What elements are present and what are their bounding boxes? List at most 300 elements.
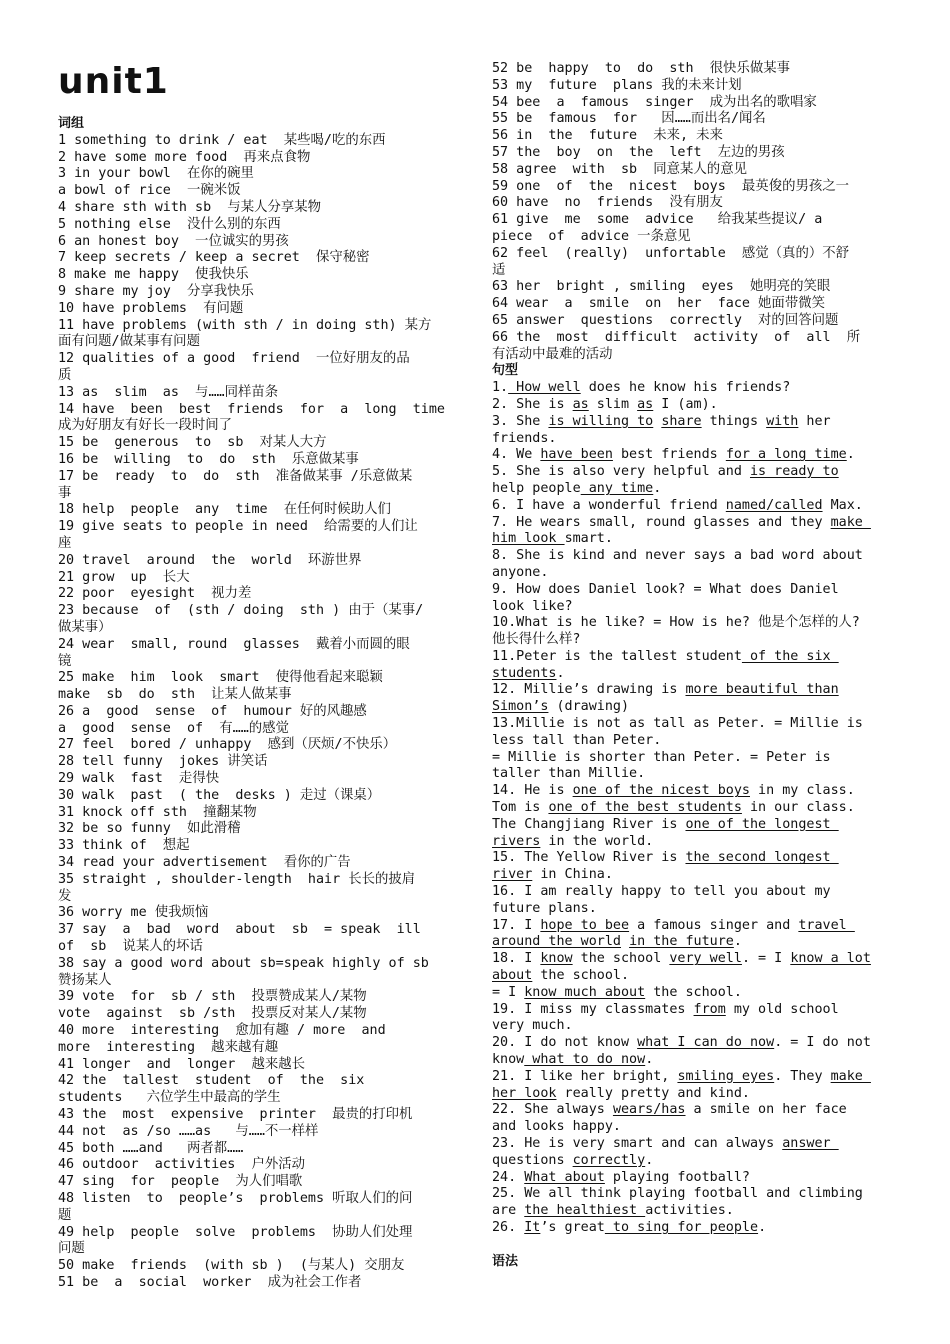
text-segment: in China. bbox=[532, 867, 613, 883]
text-segment: 发 bbox=[58, 888, 72, 904]
text-segment: 18 help people any time 在任何时候助人们 bbox=[58, 502, 391, 518]
text-line bbox=[492, 548, 902, 565]
text-line bbox=[58, 805, 458, 822]
text-segment: 17 be ready to do sth 准备做某事 /乐意做某 bbox=[58, 468, 413, 484]
text-segment: 49 help people solve problems 协助人们处理 bbox=[58, 1224, 413, 1240]
text-segment: 5. She is also very helpful and bbox=[492, 464, 750, 480]
text-line bbox=[492, 212, 902, 229]
text-segment: = I bbox=[492, 984, 525, 1000]
text-line bbox=[58, 989, 458, 1006]
text-segment: 59 one of the nicest boys 最英俊的男孩之一 bbox=[492, 178, 850, 194]
text-line bbox=[492, 313, 902, 330]
text-segment: make sb do sth 让某人做某事 bbox=[58, 687, 292, 703]
text-segment: . bbox=[733, 934, 742, 950]
text-line bbox=[58, 1040, 458, 1057]
text-segment: 10 have problems 有问题 bbox=[58, 300, 244, 316]
text-segment: 2 have some more food 再来点食物 bbox=[58, 149, 311, 165]
text-segment: 有活动中最难的活动 bbox=[492, 346, 613, 362]
text-segment: 3. She bbox=[492, 413, 549, 429]
text-segment: 问题 bbox=[58, 1241, 85, 1257]
text-segment: my old school bbox=[725, 1001, 839, 1017]
text-segment: 19 give seats to people in need 给需要的人们让 bbox=[58, 519, 418, 535]
text-line bbox=[492, 464, 902, 481]
text-line bbox=[492, 682, 902, 699]
text-segment: things bbox=[701, 413, 767, 429]
text-segment: The Changjiang River is bbox=[492, 816, 686, 832]
underlined-text: make bbox=[830, 514, 871, 530]
text-segment: a famous singer and bbox=[629, 917, 799, 933]
text-line bbox=[492, 599, 902, 616]
underlined-text: from bbox=[693, 1001, 726, 1017]
text-line bbox=[492, 78, 902, 95]
text-line bbox=[58, 502, 458, 519]
underlined-text: one of the longest bbox=[685, 816, 839, 832]
text-segment: Tom is bbox=[492, 800, 549, 816]
underlined-text: more beautiful than bbox=[685, 682, 839, 698]
text-segment: 55 be famous for 因……而出名/闻名 bbox=[492, 111, 766, 127]
text-line bbox=[58, 586, 458, 603]
text-line bbox=[492, 229, 902, 246]
text-segment: 4. We bbox=[492, 447, 541, 463]
text-segment: 15. The Yellow River is bbox=[492, 850, 686, 866]
text-segment: 12 qualities of a good friend 一位好朋友的品 bbox=[58, 351, 410, 367]
text-segment: 39 vote for sb / sth 投票赞成某人/某物 bbox=[58, 989, 367, 1005]
text-line bbox=[58, 1174, 458, 1191]
text-line bbox=[492, 716, 902, 733]
text-line bbox=[58, 234, 458, 251]
text-segment: know bbox=[492, 1052, 525, 1068]
underlined-text: of the six bbox=[741, 648, 839, 664]
text-segment: 53 my future plans 我的未来计划 bbox=[492, 77, 742, 93]
text-segment: . bbox=[653, 480, 662, 496]
text-segment: slim bbox=[588, 396, 638, 412]
text-segment: of sb 说某人的坏话 bbox=[58, 939, 203, 955]
text-line bbox=[58, 150, 458, 167]
text-segment: 65 answer questions correctly 对的回答问题 bbox=[492, 312, 839, 328]
text-segment: 34 read your advertisement 看你的广告 bbox=[58, 855, 351, 871]
underlined-text: is willing to bbox=[548, 413, 654, 429]
text-segment: 52 be happy to do sth 很快乐做某事 bbox=[492, 61, 791, 76]
text-line bbox=[58, 402, 458, 419]
text-segment: 做某事） bbox=[58, 619, 112, 635]
text-segment: 10.What is he like? = How is he? 他是个怎样的人? bbox=[492, 615, 860, 631]
text-line bbox=[58, 737, 458, 754]
text-segment: smart. bbox=[564, 531, 613, 547]
text-segment: 30 walk past ( the desks ) 走过（课桌） bbox=[58, 787, 381, 803]
text-segment: . bbox=[758, 1219, 767, 1235]
text-line bbox=[492, 666, 902, 683]
underlined-text: as bbox=[572, 396, 589, 412]
text-segment: help people bbox=[492, 480, 581, 496]
text-segment: really pretty and kind. bbox=[556, 1085, 750, 1101]
text-line bbox=[492, 817, 902, 834]
text-line bbox=[492, 263, 902, 280]
underlined-text: share bbox=[661, 413, 702, 429]
text-line bbox=[58, 452, 458, 469]
text-line bbox=[492, 1102, 902, 1119]
text-segment: 23 because of (sth / doing sth ) 由于（某事/ bbox=[58, 603, 424, 619]
underlined-text: hope to bee bbox=[540, 917, 630, 933]
text-line bbox=[492, 699, 902, 716]
text-segment: 质 bbox=[58, 367, 72, 383]
section-heading bbox=[58, 116, 458, 133]
text-segment: a smile on her face bbox=[685, 1102, 847, 1118]
text-line bbox=[58, 1107, 458, 1124]
text-segment: 18. I bbox=[492, 951, 541, 967]
text-segment: 面有问题/做某事有问题 bbox=[58, 334, 200, 350]
underlined-text: one of the nicest boys bbox=[572, 783, 750, 799]
text-line bbox=[58, 1057, 458, 1074]
text-line bbox=[492, 246, 902, 263]
text-segment: 3 in your bowl 在你的碗里 bbox=[58, 166, 254, 182]
text-line bbox=[58, 284, 458, 301]
text-segment: the school bbox=[572, 951, 670, 967]
text-segment: in our class. bbox=[741, 800, 855, 816]
text-line bbox=[492, 1052, 902, 1069]
text-segment: 7. He wears small, round glasses and they bbox=[492, 514, 831, 530]
text-segment: = Millie is shorter than Peter. = Peter is bbox=[492, 749, 831, 765]
text-segment: 14 have been best friends for a long time bbox=[58, 401, 445, 417]
text-line bbox=[492, 1153, 902, 1170]
text-line bbox=[492, 615, 902, 632]
text-line bbox=[58, 1225, 458, 1242]
text-segment: 座 bbox=[58, 535, 72, 551]
underlined-text: travel bbox=[798, 917, 855, 933]
underlined-text: the second longest bbox=[685, 850, 839, 866]
text-line bbox=[58, 318, 458, 335]
text-line bbox=[58, 1023, 458, 1040]
text-line bbox=[492, 61, 902, 78]
underlined-text: one of the best students bbox=[548, 800, 742, 816]
underlined-text: river bbox=[492, 867, 533, 883]
text-line bbox=[58, 418, 458, 435]
text-line bbox=[492, 195, 902, 212]
text-segment: less tall than Peter. bbox=[492, 732, 662, 748]
text-segment: 11 have problems (with sth / in doing sth) 某方 bbox=[58, 317, 432, 333]
text-line bbox=[58, 267, 458, 284]
text-line bbox=[492, 850, 902, 867]
section-heading bbox=[492, 363, 902, 380]
text-line bbox=[58, 1141, 458, 1158]
text-segment: 11.Peter is the tallest student bbox=[492, 648, 742, 664]
text-segment: piece of advice 一条意见 bbox=[492, 228, 691, 244]
text-segment: 42 the tallest student of the six bbox=[58, 1073, 365, 1089]
text-segment: 27 feel bored / unhappy 感到（厌烦/不快乐） bbox=[58, 737, 397, 753]
text-segment: 赞扬某人 bbox=[58, 972, 112, 988]
underlined-text: him look bbox=[492, 531, 565, 547]
text-segment: 4 share sth with sb 与某人分享某物 bbox=[58, 199, 322, 215]
text-line bbox=[492, 733, 902, 750]
underlined-text: named/called bbox=[725, 497, 823, 513]
text-line bbox=[58, 200, 458, 217]
text-segment: 语法 bbox=[492, 1253, 519, 1269]
text-line bbox=[492, 985, 902, 1002]
text-segment: in my class. bbox=[750, 783, 855, 799]
text-segment: 句型 bbox=[492, 363, 519, 379]
text-line bbox=[492, 1086, 902, 1103]
text-segment: 成为好朋友有好长一段时间了 bbox=[58, 418, 233, 434]
text-segment: look like? bbox=[492, 598, 573, 614]
text-line bbox=[58, 250, 458, 267]
text-segment: 60 have no friends 没有朋友 bbox=[492, 195, 723, 211]
text-line bbox=[58, 385, 458, 402]
text-segment: 5 nothing else 没什么别的东西 bbox=[58, 216, 281, 232]
text-segment: 46 outdoor activities 户外活动 bbox=[58, 1157, 306, 1173]
text-segment: activities. bbox=[645, 1203, 734, 1219]
text-segment: . They bbox=[774, 1068, 831, 1084]
underlined-text: correctly bbox=[572, 1152, 646, 1168]
text-line bbox=[58, 603, 458, 620]
text-segment: 事 bbox=[58, 485, 72, 501]
text-line bbox=[58, 754, 458, 771]
text-line bbox=[492, 951, 902, 968]
text-line bbox=[58, 351, 458, 368]
underlined-text: to sing for people bbox=[604, 1219, 759, 1235]
text-segment: 14. He is bbox=[492, 783, 573, 799]
section-heading bbox=[492, 1254, 902, 1271]
text-segment: 64 wear a smile on her face 她面带微笑 bbox=[492, 296, 825, 312]
text-line bbox=[58, 637, 458, 654]
text-line bbox=[58, 1124, 458, 1141]
text-line bbox=[492, 1069, 902, 1086]
text-segment: 48 listen to people’s problems 听取人们的问 bbox=[58, 1191, 413, 1206]
text-line bbox=[58, 771, 458, 788]
text-segment: 24. bbox=[492, 1169, 525, 1185]
text-line bbox=[492, 447, 902, 464]
text-segment: 21 grow up 长大 bbox=[58, 569, 190, 585]
text-line bbox=[492, 145, 902, 162]
underlined-text: know a lot bbox=[790, 951, 871, 967]
text-line bbox=[492, 1002, 902, 1019]
text-segment: 37 say a bad word about sb = speak ill bbox=[58, 922, 421, 938]
text-segment: 9. How does Daniel look? = What does Daniel bbox=[492, 581, 839, 597]
text-line bbox=[58, 788, 458, 805]
text-segment: best friends bbox=[612, 447, 726, 463]
text-line bbox=[492, 296, 902, 313]
text-line bbox=[492, 934, 902, 951]
underlined-text: in the future bbox=[629, 934, 734, 950]
text-line bbox=[492, 414, 902, 431]
text-line bbox=[492, 380, 902, 397]
text-line bbox=[58, 334, 458, 351]
text-segment: her bbox=[798, 413, 831, 429]
text-segment: 他长得什么样? bbox=[492, 632, 581, 648]
text-line bbox=[492, 1119, 902, 1136]
text-line bbox=[58, 217, 458, 234]
text-segment: 20. I do not know bbox=[492, 1035, 638, 1051]
text-line bbox=[492, 901, 902, 918]
text-segment: a bowl of rice 一碗米饭 bbox=[58, 183, 241, 199]
text-segment: a good sense of 有……的感觉 bbox=[58, 720, 289, 736]
text-segment: 57 the boy on the left 左边的男孩 bbox=[492, 144, 785, 160]
text-segment: 43 the most expensive printer 最贵的打印机 bbox=[58, 1107, 413, 1123]
underlined-text: smiling eyes bbox=[677, 1068, 775, 1084]
text-line bbox=[58, 519, 458, 536]
text-line bbox=[58, 855, 458, 872]
text-line bbox=[492, 766, 902, 783]
text-line bbox=[58, 183, 458, 200]
text-line bbox=[58, 654, 458, 671]
text-line bbox=[58, 486, 458, 503]
text-line bbox=[58, 166, 458, 183]
underlined-text: How well bbox=[508, 380, 581, 396]
text-segment: 47 sing for people 为人们唱歌 bbox=[58, 1174, 303, 1190]
text-segment: 题 bbox=[58, 1207, 72, 1223]
text-segment: 29 walk fast 走得快 bbox=[58, 771, 220, 787]
text-line bbox=[58, 469, 458, 486]
text-line bbox=[492, 1220, 902, 1237]
text-segment: 13 as slim as 与……同样苗条 bbox=[58, 384, 279, 400]
text-line bbox=[492, 1035, 902, 1052]
underlined-text: know bbox=[540, 951, 573, 967]
text-line bbox=[492, 565, 902, 582]
underlined-text: is ready to bbox=[749, 464, 839, 480]
text-line bbox=[492, 179, 902, 196]
text-segment: 45 both ……and 两者都…… bbox=[58, 1140, 244, 1156]
text-segment: 44 not as /so ……as 与……不一样样 bbox=[58, 1123, 319, 1139]
text-segment: . bbox=[645, 1152, 654, 1168]
text-segment: 21. I like her bright, bbox=[492, 1068, 678, 1084]
text-line bbox=[492, 884, 902, 901]
text-line bbox=[58, 1258, 458, 1275]
text-segment: 40 more interesting 愈加有趣 / more and bbox=[58, 1023, 386, 1039]
text-segment: 41 longer and longer 越来越长 bbox=[58, 1056, 306, 1072]
text-line bbox=[492, 95, 902, 112]
text-line bbox=[58, 687, 458, 704]
underlined-text: It bbox=[524, 1219, 541, 1235]
underlined-text: wears/has bbox=[612, 1102, 686, 1118]
text-segment: . = I bbox=[741, 951, 791, 967]
text-segment: I (am). bbox=[653, 396, 718, 412]
text-line bbox=[492, 397, 902, 414]
text-line bbox=[58, 922, 458, 939]
underlined-text: any time bbox=[580, 480, 654, 496]
text-segment: 20 travel around the world 环游世界 bbox=[58, 552, 362, 568]
text-segment: does he know his friends? bbox=[580, 380, 791, 396]
text-segment: 35 straight , shoulder-length hair 长长的披肩 bbox=[58, 871, 416, 887]
text-line bbox=[58, 536, 458, 553]
text-line bbox=[492, 750, 902, 767]
text-line bbox=[492, 1018, 902, 1035]
sentence-list bbox=[492, 61, 902, 1270]
underlined-text: around the world bbox=[492, 934, 621, 950]
text-line bbox=[58, 670, 458, 687]
text-segment: 镜 bbox=[58, 653, 72, 669]
text-segment: 16. I am really happy to tell you about my bbox=[492, 884, 831, 900]
text-line bbox=[58, 1191, 458, 1208]
text-line bbox=[58, 553, 458, 570]
text-line bbox=[58, 301, 458, 318]
text-line bbox=[58, 821, 458, 838]
text-segment: 62 feel (really) unfortable 感觉（真的）不舒 bbox=[492, 245, 850, 261]
underlined-text: for a long time bbox=[725, 447, 847, 463]
text-segment: future plans. bbox=[492, 900, 597, 916]
text-line bbox=[492, 128, 902, 145]
text-segment: . bbox=[556, 665, 565, 681]
text-segment: 38 say a good word about sb=speak highly of sb bbox=[58, 955, 429, 971]
text-segment: 24 wear small, round glasses 戴着小而圆的眼 bbox=[58, 636, 410, 652]
text-line bbox=[58, 620, 458, 637]
text-segment: and looks happy. bbox=[492, 1119, 621, 1135]
underlined-text: very well bbox=[669, 951, 742, 967]
text-segment: in the world. bbox=[540, 833, 654, 849]
text-segment: 54 bee a famous singer 成为出名的歌唱家 bbox=[492, 94, 817, 110]
text-segment: very much. bbox=[492, 1018, 573, 1034]
text-line bbox=[492, 515, 902, 532]
text-segment: . bbox=[846, 447, 855, 463]
text-line bbox=[58, 838, 458, 855]
text-segment bbox=[621, 934, 629, 949]
text-segment: (drawing) bbox=[548, 699, 630, 715]
text-segment: friends. bbox=[492, 430, 557, 446]
text-segment: 15 be generous to sb 对某人大方 bbox=[58, 435, 327, 451]
text-line bbox=[58, 956, 458, 973]
text-segment: 51 be a social worker 成为社会工作者 bbox=[58, 1274, 362, 1290]
text-line bbox=[58, 1157, 458, 1174]
text-line bbox=[58, 1241, 458, 1258]
text-line bbox=[58, 1090, 458, 1107]
text-line bbox=[58, 704, 458, 721]
text-line bbox=[492, 1170, 902, 1187]
text-segment: 9 share my joy 分享我快乐 bbox=[58, 283, 254, 299]
text-line bbox=[58, 1006, 458, 1023]
unit-title: unit1 bbox=[58, 61, 169, 102]
text-line bbox=[58, 1275, 458, 1292]
underlined-text: as bbox=[637, 396, 654, 412]
text-segment: 25 make him look smart 使得他看起来聪颖 bbox=[58, 670, 383, 686]
text-line bbox=[492, 481, 902, 498]
text-line bbox=[58, 570, 458, 587]
text-segment: 19. I miss my classmates bbox=[492, 1001, 694, 1017]
text-line bbox=[492, 968, 902, 985]
text-segment: 6 an honest boy 一位诚实的男孩 bbox=[58, 233, 289, 249]
underlined-text: What about bbox=[524, 1169, 605, 1185]
text-line bbox=[492, 330, 902, 347]
text-line bbox=[58, 905, 458, 922]
text-segment: 63 her bright , smiling eyes 她明亮的笑眼 bbox=[492, 279, 831, 295]
text-line bbox=[492, 582, 902, 599]
text-segment: . = I do not bbox=[774, 1035, 871, 1051]
text-line bbox=[492, 531, 902, 548]
text-segment: 8 make me happy 使我快乐 bbox=[58, 267, 249, 283]
underlined-text: what I can do now bbox=[637, 1035, 775, 1051]
text-line bbox=[492, 632, 902, 649]
text-segment: 16 be willing to do sth 乐意做某事 bbox=[58, 451, 359, 467]
text-segment: . bbox=[645, 1052, 654, 1068]
text-line bbox=[492, 649, 902, 666]
text-segment: 12. Millie’s drawing is bbox=[492, 682, 686, 698]
text-segment: playing football? bbox=[604, 1169, 750, 1185]
underlined-text: Simon’s bbox=[492, 699, 549, 715]
text-segment: 1. bbox=[492, 380, 509, 396]
text-line bbox=[492, 279, 902, 296]
text-segment: 17. I bbox=[492, 917, 541, 933]
underlined-text: her look bbox=[492, 1085, 557, 1101]
text-line bbox=[58, 721, 458, 738]
text-line bbox=[492, 1237, 902, 1254]
text-segment: 26. bbox=[492, 1219, 525, 1235]
text-segment: 7 keep secrets / keep a secret 保守秘密 bbox=[58, 250, 370, 266]
text-segment: 13.Millie is not as tall as Peter. = Millie is bbox=[492, 716, 863, 732]
text-segment: 33 think of 想起 bbox=[58, 838, 190, 854]
underlined-text: know much about bbox=[524, 984, 646, 1000]
text-line bbox=[492, 918, 902, 935]
text-segment: 28 tell funny jokes 讲笑话 bbox=[58, 754, 268, 770]
underlined-text: the healthiest bbox=[524, 1203, 646, 1219]
text-line bbox=[492, 1136, 902, 1153]
text-segment: 61 give me some advice 给我某些提议/ a bbox=[492, 212, 823, 228]
text-segment: 1 something to drink / eat 某些喝/吃的东西 bbox=[58, 132, 386, 148]
